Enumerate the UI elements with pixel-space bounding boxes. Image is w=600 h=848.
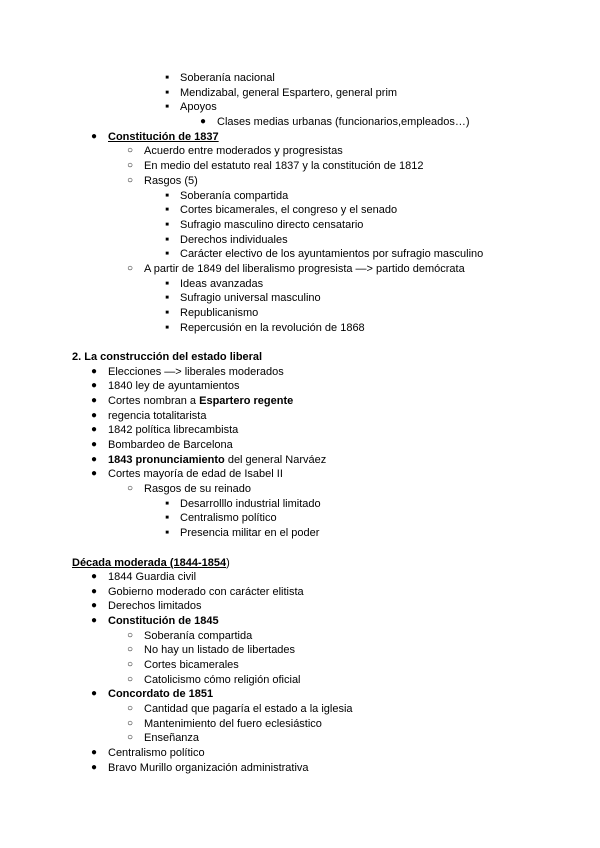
disc-bullet-icon: ● <box>90 454 98 465</box>
circle-bullet-icon: ○ <box>126 160 134 171</box>
circle-bullet-icon: ○ <box>126 718 134 729</box>
square-bullet-icon: ■ <box>165 325 169 331</box>
square-bullet-icon: ■ <box>165 104 169 110</box>
circle-bullet-icon: ○ <box>126 703 134 714</box>
circle-bullet-icon: ○ <box>126 630 134 641</box>
disc-bullet-icon: ● <box>90 131 98 142</box>
circle-bullet-icon: ○ <box>126 483 134 494</box>
square-bullet-icon: ■ <box>165 515 169 521</box>
circle-bullet-icon: ○ <box>126 175 134 186</box>
square-bullet-icon: ■ <box>165 310 169 316</box>
square-bullet-icon: ■ <box>165 193 169 199</box>
disc-bullet-icon: ● <box>90 380 98 391</box>
disc-bullet-icon: ● <box>90 424 98 435</box>
square-bullet-icon: ■ <box>165 207 169 213</box>
square-bullet-icon: ■ <box>165 530 169 536</box>
circle-bullet-icon: ○ <box>126 145 134 156</box>
disc-bullet-icon: ● <box>90 366 98 377</box>
disc-bullet-icon: ● <box>199 116 207 127</box>
circle-bullet-icon: ○ <box>126 644 134 655</box>
section-2-title: 2. La construcción del estado liberal <box>72 351 263 363</box>
disc-bullet-icon: ● <box>90 586 98 597</box>
square-bullet-icon: ■ <box>165 90 169 96</box>
circle-bullet-icon: ○ <box>126 659 134 670</box>
heading-constitucion-1837: Constitución de 1837 <box>108 131 219 143</box>
square-bullet-icon: ■ <box>165 251 169 257</box>
square-bullet-icon: ■ <box>165 501 169 507</box>
document-page: ■ Soberanía nacional ■ Mendizabal, general Espartero, general prim ■ Apoyos ● Clases medias urbanas (funcionarios,empleados…) ● Constitución de 1837 ○ Acuerdo entre moderados y progresistas ○ En medio del estatuto real 1837 y la constitución de 1812 ○ Rasgos (5) ■ Soberanía compartida ■ Cortes bicamerales, el congreso y el senado ■ Sufragio masculino directo censatario ■ Derechos individuales ■ Carácter electivo de los ayuntamientos por sufragio masculino ○ A partir de 1849 del liberalismo progresista —> partido demócrata ■ Ideas avanzadas ■ Sufragio universal masculino ■ Republicanismo ■ Repercusión en la revolución de 1868 2. La construcción del estado liberal ● Elecciones —> liberales moderados ● 1840 ley de ayuntamientos ● Cortes nombran a Espartero regente ● regencia totalitarista ● 1842 política librecambista ● Bombardeo de Barcelona ● 1843 pronunciamiento del general Narváez ● Cortes mayoría de edad de Isabel II ○ Rasgos de su reinado ■ Desarrolllo industrial limitado ■ Centralismo político ■ Presencia militar en el poder Década moderada (1844-1854) ● 1844 Guardia civil ● Gobierno moderado con carácter elitista ● Derechos limitados ● Constitución de 1845 ○ Soberanía compartida ○ No hay un listado de libertades ○ Cortes bicamerales ○ Catolicismo cómo religión oficial ● Concordato de 1851 ○ Cantidad que pagaría el estado a la iglesia ○ Mantenimiento del fuero eclesiástico ○ Enseñanza ● Centralismo político ● Bravo Murillo organización administrativa <box>72 72 484 774</box>
disc-bullet-icon: ● <box>90 468 98 479</box>
square-bullet-icon: ■ <box>165 237 169 243</box>
disc-bullet-icon: ● <box>90 439 98 450</box>
disc-bullet-icon: ● <box>90 600 98 611</box>
circle-bullet-icon: ○ <box>126 263 134 274</box>
square-bullet-icon: ■ <box>165 281 169 287</box>
disc-bullet-icon: ● <box>90 395 98 406</box>
disc-bullet-icon: ● <box>90 762 98 773</box>
square-bullet-icon: ■ <box>165 295 169 301</box>
disc-bullet-icon: ● <box>90 410 98 421</box>
circle-bullet-icon: ○ <box>126 674 134 685</box>
disc-bullet-icon: ● <box>90 615 98 626</box>
disc-bullet-icon: ● <box>90 688 98 699</box>
circle-bullet-icon: ○ <box>126 732 134 743</box>
square-bullet-icon: ■ <box>165 75 169 81</box>
square-bullet-icon: ■ <box>165 222 169 228</box>
disc-bullet-icon: ● <box>90 747 98 758</box>
disc-bullet-icon: ● <box>90 571 98 582</box>
decada-moderada-title: Década moderada (1844-1854 <box>72 557 227 569</box>
